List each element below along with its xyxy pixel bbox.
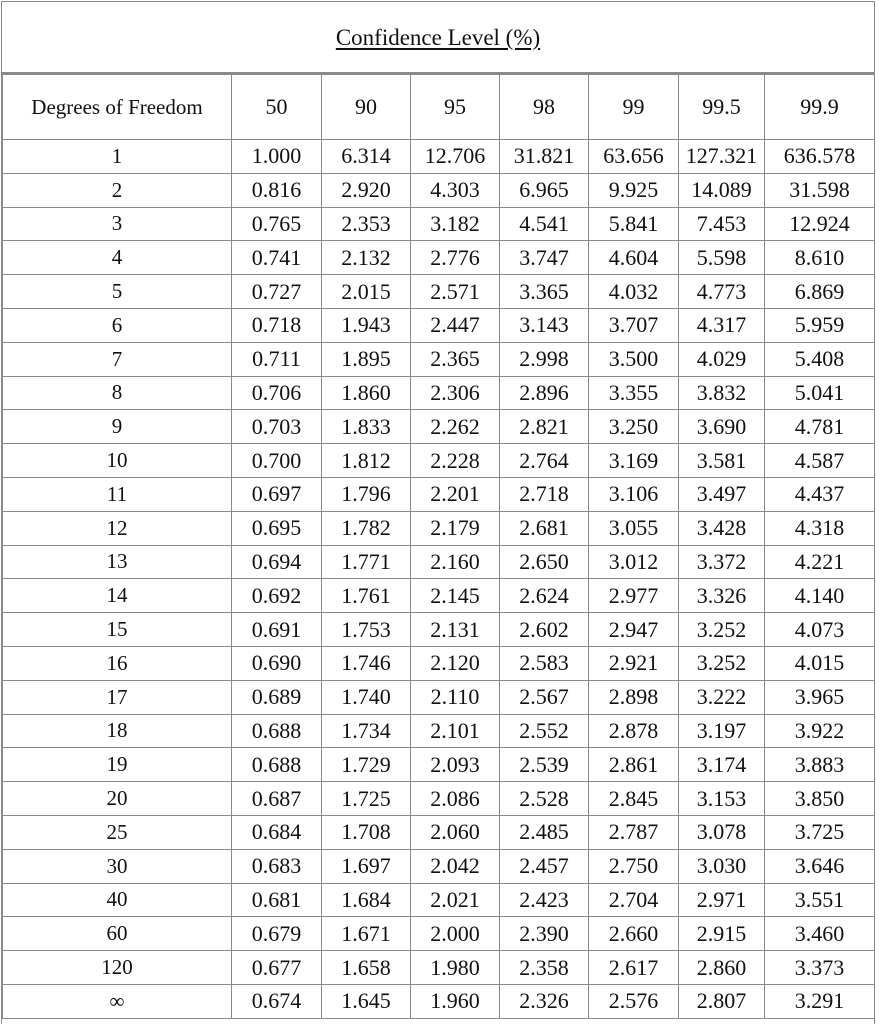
critical-value-cell: 1.671	[322, 917, 411, 951]
degrees-of-freedom-cell: 13	[3, 545, 232, 579]
degrees-of-freedom-cell: 40	[3, 883, 232, 917]
critical-value-cell: 2.896	[500, 376, 589, 410]
critical-value-cell: 4.015	[765, 646, 875, 680]
critical-value-cell: 1.860	[322, 376, 411, 410]
degrees-of-freedom-cell: ∞	[3, 984, 232, 1018]
critical-value-cell: 1.753	[322, 613, 411, 647]
critical-value-cell: 2.915	[679, 917, 765, 951]
critical-value-cell: 3.690	[679, 410, 765, 444]
critical-value-cell: 4.587	[765, 444, 875, 478]
table-row	[3, 410, 875, 444]
critical-value-cell: 2.390	[500, 917, 589, 951]
critical-value-cell: 1.796	[322, 477, 411, 511]
table-row	[3, 342, 875, 376]
table-row	[3, 207, 875, 241]
critical-value-cell: 3.078	[679, 815, 765, 849]
critical-value-cell: 3.707	[589, 308, 679, 342]
critical-value-cell: 1.708	[322, 815, 411, 849]
critical-value-cell: 3.250	[589, 410, 679, 444]
critical-value-cell: 6.869	[765, 275, 875, 309]
column-header-98: 98	[500, 75, 589, 140]
critical-value-cell: 3.460	[765, 917, 875, 951]
critical-value-cell: 31.821	[500, 140, 589, 174]
critical-value-cell: 2.447	[411, 308, 500, 342]
critical-value-cell: 0.741	[232, 241, 322, 275]
critical-value-cell: 3.581	[679, 444, 765, 478]
degrees-of-freedom-cell: 1	[3, 140, 232, 174]
table-row	[3, 241, 875, 275]
critical-value-cell: 2.567	[500, 680, 589, 714]
critical-value-cell: 0.692	[232, 579, 322, 613]
critical-value-cell: 3.965	[765, 680, 875, 714]
critical-value-cell: 1.960	[411, 984, 500, 1018]
critical-value-cell: 2.093	[411, 748, 500, 782]
critical-value-cell: 3.355	[589, 376, 679, 410]
degrees-of-freedom-cell: 5	[3, 275, 232, 309]
critical-value-cell: 31.598	[765, 173, 875, 207]
critical-value-cell: 14.089	[679, 173, 765, 207]
critical-value-cell: 0.688	[232, 714, 322, 748]
critical-value-cell: 0.695	[232, 511, 322, 545]
critical-value-cell: 2.110	[411, 680, 500, 714]
critical-value-cell: 3.182	[411, 207, 500, 241]
critical-value-cell: 3.012	[589, 545, 679, 579]
critical-value-cell: 3.169	[589, 444, 679, 478]
table-row	[3, 477, 875, 511]
critical-value-cell: 5.841	[589, 207, 679, 241]
critical-value-cell: 2.977	[589, 579, 679, 613]
critical-value-cell: 3.030	[679, 849, 765, 883]
column-header-50: 50	[232, 75, 322, 140]
critical-value-cell: 1.729	[322, 748, 411, 782]
critical-value-cell: 3.197	[679, 714, 765, 748]
critical-value-cell: 2.878	[589, 714, 679, 748]
table-row	[3, 951, 875, 985]
table-row	[3, 444, 875, 478]
critical-value-cell: 2.060	[411, 815, 500, 849]
critical-value-cell: 2.898	[589, 680, 679, 714]
critical-value-cell: 3.832	[679, 376, 765, 410]
critical-value-cell: 2.528	[500, 782, 589, 816]
critical-value-cell: 2.998	[500, 342, 589, 376]
critical-value-cell: 3.222	[679, 680, 765, 714]
critical-value-cell: 0.689	[232, 680, 322, 714]
critical-value-cell: 5.041	[765, 376, 875, 410]
critical-values-table	[2, 74, 875, 1019]
critical-value-cell: 2.947	[589, 613, 679, 647]
degrees-of-freedom-cell: 6	[3, 308, 232, 342]
critical-value-cell: 0.688	[232, 748, 322, 782]
table-row	[3, 613, 875, 647]
table-row	[3, 984, 875, 1018]
critical-value-cell: 3.747	[500, 241, 589, 275]
critical-value-cell: 0.691	[232, 613, 322, 647]
table-row	[3, 782, 875, 816]
critical-value-cell: 2.485	[500, 815, 589, 849]
critical-value-cell: 1.782	[322, 511, 411, 545]
table-row	[3, 275, 875, 309]
critical-value-cell: 2.262	[411, 410, 500, 444]
critical-value-cell: 2.576	[589, 984, 679, 1018]
table-row	[3, 748, 875, 782]
critical-value-cell: 2.201	[411, 477, 500, 511]
critical-value-cell: 1.697	[322, 849, 411, 883]
critical-value-cell: 1.740	[322, 680, 411, 714]
critical-value-cell: 1.895	[322, 342, 411, 376]
critical-value-cell: 1.000	[232, 140, 322, 174]
critical-value-cell: 2.358	[500, 951, 589, 985]
critical-value-cell: 3.106	[589, 477, 679, 511]
degrees-of-freedom-cell: 7	[3, 342, 232, 376]
critical-value-cell: 2.921	[589, 646, 679, 680]
critical-value-cell: 2.552	[500, 714, 589, 748]
critical-value-cell: 0.674	[232, 984, 322, 1018]
table-row	[3, 815, 875, 849]
table-row	[3, 579, 875, 613]
table-row	[3, 173, 875, 207]
critical-value-cell: 4.317	[679, 308, 765, 342]
critical-value-cell: 12.706	[411, 140, 500, 174]
critical-value-cell: 2.583	[500, 646, 589, 680]
critical-value-cell: 4.073	[765, 613, 875, 647]
critical-value-cell: 4.604	[589, 241, 679, 275]
critical-value-cell: 0.684	[232, 815, 322, 849]
degrees-of-freedom-cell: 25	[3, 815, 232, 849]
critical-value-cell: 2.571	[411, 275, 500, 309]
critical-value-cell: 2.042	[411, 849, 500, 883]
column-header-99-9: 99.9	[765, 75, 875, 140]
critical-value-cell: 3.055	[589, 511, 679, 545]
table-row	[3, 140, 875, 174]
critical-value-cell: 2.807	[679, 984, 765, 1018]
critical-value-cell: 3.646	[765, 849, 875, 883]
critical-value-cell: 3.922	[765, 714, 875, 748]
critical-value-cell: 0.816	[232, 173, 322, 207]
critical-value-cell: 2.353	[322, 207, 411, 241]
critical-value-cell: 0.718	[232, 308, 322, 342]
critical-value-cell: 3.497	[679, 477, 765, 511]
critical-value-cell: 1.771	[322, 545, 411, 579]
critical-value-cell: 3.326	[679, 579, 765, 613]
degrees-of-freedom-cell: 4	[3, 241, 232, 275]
table-row	[3, 376, 875, 410]
critical-value-cell: 63.656	[589, 140, 679, 174]
critical-value-cell: 127.321	[679, 140, 765, 174]
critical-value-cell: 0.700	[232, 444, 322, 478]
degrees-of-freedom-cell: 15	[3, 613, 232, 647]
degrees-of-freedom-cell: 3	[3, 207, 232, 241]
degrees-of-freedom-cell: 20	[3, 782, 232, 816]
critical-value-cell: 2.306	[411, 376, 500, 410]
degrees-of-freedom-cell: 60	[3, 917, 232, 951]
critical-value-cell: 2.021	[411, 883, 500, 917]
critical-value-cell: 3.143	[500, 308, 589, 342]
critical-value-cell: 5.408	[765, 342, 875, 376]
critical-value-cell: 3.373	[765, 951, 875, 985]
degrees-of-freedom-cell: 120	[3, 951, 232, 985]
critical-value-cell: 1.734	[322, 714, 411, 748]
table-row	[3, 849, 875, 883]
degrees-of-freedom-cell: 30	[3, 849, 232, 883]
critical-value-cell: 2.718	[500, 477, 589, 511]
table-title-bar	[2, 2, 874, 74]
table-row	[3, 646, 875, 680]
critical-value-cell: 6.314	[322, 140, 411, 174]
critical-value-cell: 0.679	[232, 917, 322, 951]
column-header-90: 90	[322, 75, 411, 140]
degrees-of-freedom-cell: 12	[3, 511, 232, 545]
critical-value-cell: 4.140	[765, 579, 875, 613]
table-row	[3, 680, 875, 714]
critical-value-cell: 2.179	[411, 511, 500, 545]
critical-value-cell: 12.924	[765, 207, 875, 241]
critical-value-cell: 2.423	[500, 883, 589, 917]
critical-value-cell: 2.015	[322, 275, 411, 309]
critical-value-cell: 0.697	[232, 477, 322, 511]
critical-value-cell: 2.000	[411, 917, 500, 951]
critical-value-cell: 1.658	[322, 951, 411, 985]
critical-value-cell: 3.153	[679, 782, 765, 816]
critical-value-cell: 0.711	[232, 342, 322, 376]
critical-value-cell: 2.228	[411, 444, 500, 478]
critical-value-cell: 4.032	[589, 275, 679, 309]
critical-value-cell: 3.551	[765, 883, 875, 917]
critical-value-cell: 3.850	[765, 782, 875, 816]
critical-value-cell: 4.029	[679, 342, 765, 376]
critical-value-cell: 2.101	[411, 714, 500, 748]
critical-value-cell: 2.539	[500, 748, 589, 782]
table-row	[3, 511, 875, 545]
column-header-degrees-of-freedom: Degrees of Freedom	[3, 75, 232, 140]
degrees-of-freedom-cell: 11	[3, 477, 232, 511]
degrees-of-freedom-cell: 19	[3, 748, 232, 782]
critical-value-cell: 2.650	[500, 545, 589, 579]
critical-value-cell: 5.598	[679, 241, 765, 275]
critical-value-cell: 0.703	[232, 410, 322, 444]
table-row	[3, 308, 875, 342]
critical-value-cell: 4.781	[765, 410, 875, 444]
critical-value-cell: 2.821	[500, 410, 589, 444]
table-row	[3, 545, 875, 579]
critical-value-cell: 2.131	[411, 613, 500, 647]
critical-value-cell: 1.725	[322, 782, 411, 816]
critical-value-cell: 4.437	[765, 477, 875, 511]
critical-value-cell: 2.120	[411, 646, 500, 680]
critical-value-cell: 2.861	[589, 748, 679, 782]
critical-value-cell: 0.706	[232, 376, 322, 410]
critical-value-cell: 2.132	[322, 241, 411, 275]
critical-value-cell: 0.681	[232, 883, 322, 917]
critical-value-cell: 8.610	[765, 241, 875, 275]
critical-value-cell: 3.428	[679, 511, 765, 545]
t-distribution-table-frame	[1, 1, 875, 1024]
critical-value-cell: 3.174	[679, 748, 765, 782]
critical-value-cell: 1.980	[411, 951, 500, 985]
critical-value-cell: 2.365	[411, 342, 500, 376]
table-body	[3, 140, 875, 1019]
critical-value-cell: 2.660	[589, 917, 679, 951]
critical-value-cell: 1.812	[322, 444, 411, 478]
degrees-of-freedom-cell: 16	[3, 646, 232, 680]
critical-value-cell: 9.925	[589, 173, 679, 207]
critical-value-cell: 2.326	[500, 984, 589, 1018]
critical-value-cell: 0.677	[232, 951, 322, 985]
critical-value-cell: 3.252	[679, 646, 765, 680]
critical-value-cell: 0.683	[232, 849, 322, 883]
critical-value-cell: 4.318	[765, 511, 875, 545]
degrees-of-freedom-cell: 17	[3, 680, 232, 714]
critical-value-cell: 2.681	[500, 511, 589, 545]
critical-value-cell: 2.160	[411, 545, 500, 579]
critical-value-cell: 3.365	[500, 275, 589, 309]
table-row	[3, 917, 875, 951]
critical-value-cell: 2.086	[411, 782, 500, 816]
critical-value-cell: 2.602	[500, 613, 589, 647]
critical-value-cell: 2.750	[589, 849, 679, 883]
critical-value-cell: 4.541	[500, 207, 589, 241]
critical-value-cell: 636.578	[765, 140, 875, 174]
critical-value-cell: 2.617	[589, 951, 679, 985]
critical-value-cell: 3.252	[679, 613, 765, 647]
degrees-of-freedom-cell: 2	[3, 173, 232, 207]
degrees-of-freedom-cell: 10	[3, 444, 232, 478]
table-title: Confidence Level (%)	[335, 25, 541, 50]
degrees-of-freedom-cell: 14	[3, 579, 232, 613]
critical-value-cell: 1.684	[322, 883, 411, 917]
critical-value-cell: 6.965	[500, 173, 589, 207]
critical-value-cell: 3.500	[589, 342, 679, 376]
critical-value-cell: 3.291	[765, 984, 875, 1018]
critical-value-cell: 0.690	[232, 646, 322, 680]
critical-value-cell: 2.457	[500, 849, 589, 883]
table-row	[3, 883, 875, 917]
critical-value-cell: 4.303	[411, 173, 500, 207]
critical-value-cell: 2.971	[679, 883, 765, 917]
critical-value-cell: 0.727	[232, 275, 322, 309]
critical-value-cell: 2.624	[500, 579, 589, 613]
degrees-of-freedom-cell: 18	[3, 714, 232, 748]
critical-value-cell: 2.704	[589, 883, 679, 917]
column-header-95: 95	[411, 75, 500, 140]
critical-value-cell: 1.761	[322, 579, 411, 613]
critical-value-cell: 4.773	[679, 275, 765, 309]
critical-value-cell: 0.694	[232, 545, 322, 579]
critical-value-cell: 3.725	[765, 815, 875, 849]
header-row	[3, 75, 875, 140]
critical-value-cell: 4.221	[765, 545, 875, 579]
column-header-99-5: 99.5	[679, 75, 765, 140]
critical-value-cell: 2.845	[589, 782, 679, 816]
critical-value-cell: 0.765	[232, 207, 322, 241]
table-row	[3, 714, 875, 748]
critical-value-cell: 3.372	[679, 545, 765, 579]
column-header-99: 99	[589, 75, 679, 140]
critical-value-cell: 1.833	[322, 410, 411, 444]
critical-value-cell: 2.776	[411, 241, 500, 275]
critical-value-cell: 7.453	[679, 207, 765, 241]
critical-value-cell: 2.145	[411, 579, 500, 613]
critical-value-cell: 1.746	[322, 646, 411, 680]
critical-value-cell: 0.687	[232, 782, 322, 816]
critical-value-cell: 1.645	[322, 984, 411, 1018]
critical-value-cell: 2.860	[679, 951, 765, 985]
critical-value-cell: 2.764	[500, 444, 589, 478]
degrees-of-freedom-cell: 9	[3, 410, 232, 444]
degrees-of-freedom-cell: 8	[3, 376, 232, 410]
critical-value-cell: 2.787	[589, 815, 679, 849]
critical-value-cell: 1.943	[322, 308, 411, 342]
critical-value-cell: 5.959	[765, 308, 875, 342]
critical-value-cell: 3.883	[765, 748, 875, 782]
critical-value-cell: 2.920	[322, 173, 411, 207]
